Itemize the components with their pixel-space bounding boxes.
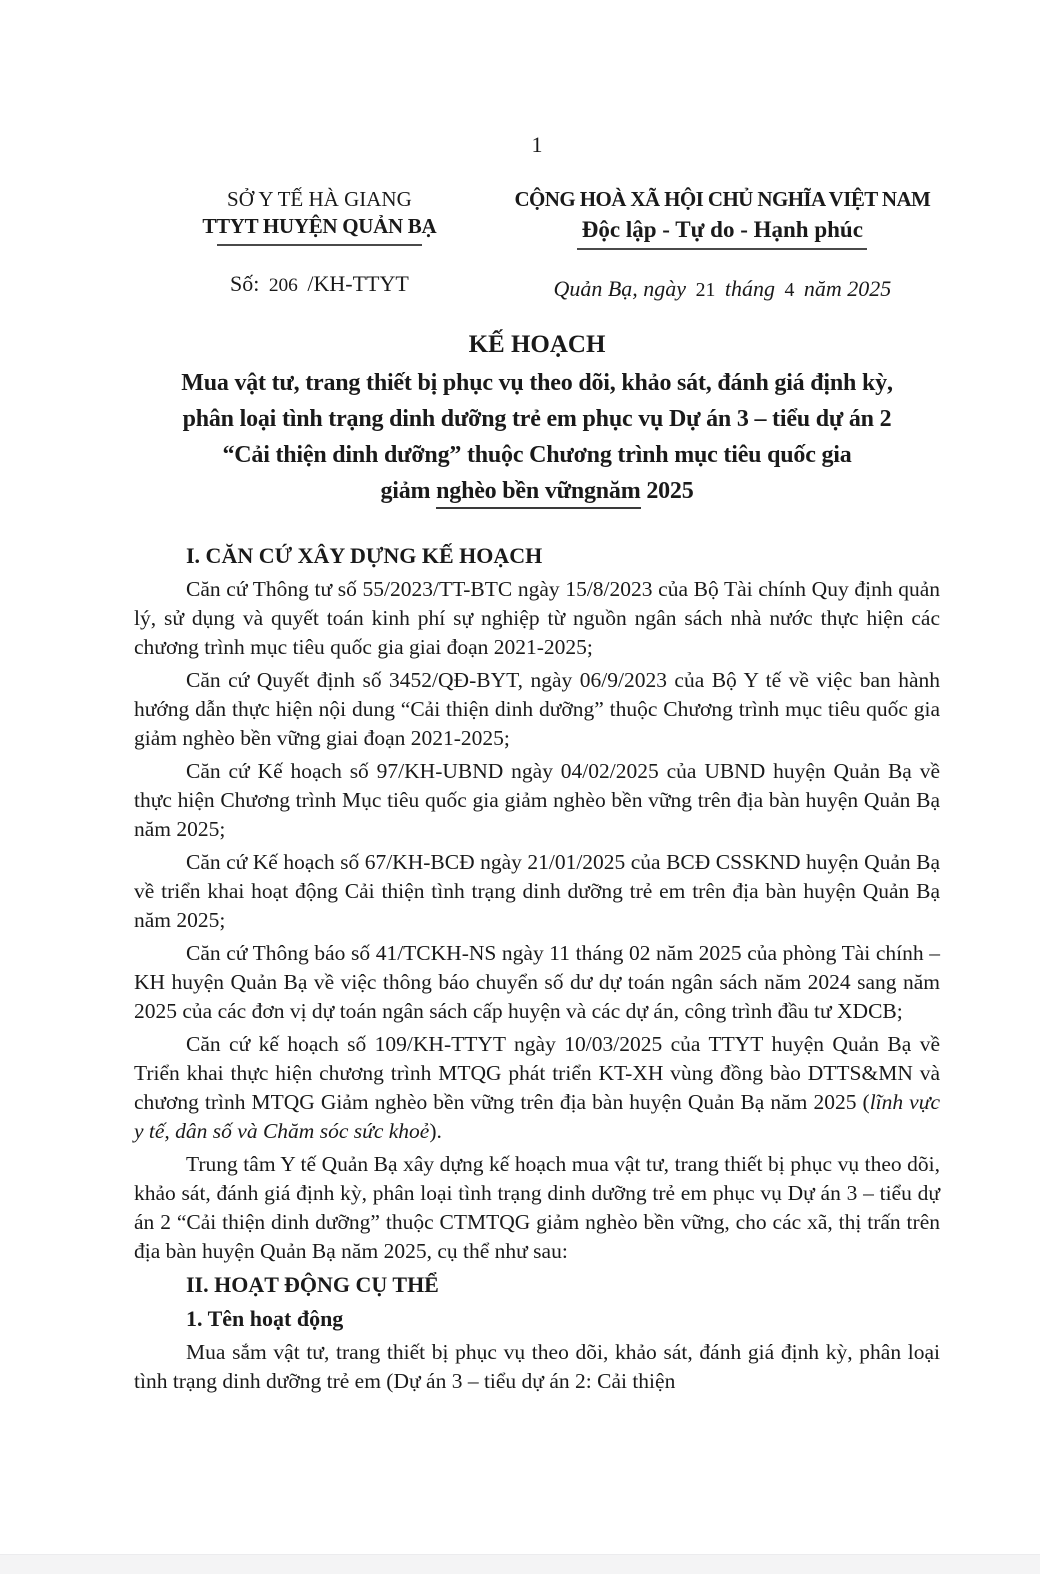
viewer-bottom-bar	[0, 1554, 1040, 1574]
org-name-underline	[217, 244, 422, 246]
national-title: CỘNG HOÀ XÃ HỘI CHỦ NGHĨA VIỆT NAM	[514, 187, 931, 211]
org-name: TTYT HUYỆN QUẢN BẠ	[202, 214, 437, 238]
paragraph-basis-5: Căn cứ Thông báo số 41/TCKH-NS ngày 11 tháng 02 năm 2025 của phòng Tài chính – KH huyện Quản Bạ về việc thông báo chuyển số dư dự toán ngân sách năm 2024 sang năm 2025 của các đơn vị dự toán ngân sách cấp huyện và các dự án, công trình đầu tư XDCB;	[134, 941, 940, 1023]
title-line-3: “Cải thiện dinh dưỡng” thuộc Chương trình mục tiêu quốc gia	[222, 442, 852, 468]
paragraph-basis-6-italic: lĩnh vực y tế, dân số và Chăm sóc sức khoẻ	[134, 1090, 940, 1143]
page-number: 1	[531, 132, 543, 157]
header-issuing-org	[134, 186, 505, 305]
paragraph-intro: Trung tâm Y tế Quản Bạ xây dựng kế hoạch mua vật tư, trang thiết bị phục vụ theo dõi, khảo sát, đánh giá định kỳ, phân loại tình trạng dinh dưỡng trẻ em phục vụ Dự án 3 – tiểu dự án 2 “Cải thiện dinh dưỡng” thuộc CTMTQG giảm nghèo bền vững, cho các xã, thị trấn trên địa bàn huyện Quản Bạ năm 2025, cụ thể như sau:	[134, 1152, 940, 1263]
doc-number-label: Số:	[229, 271, 265, 296]
title-line-2: phân loại tình trạng dinh dưỡng trẻ em phục vụ Dự án 3 – tiểu dự án 2	[182, 406, 892, 432]
title-line-4	[134, 473, 940, 509]
paragraph-basis-6-text: Căn cứ kế hoạch số 109/KH-TTYT ngày 10/03/2025 của TTYT huyện Quản Bạ về Triển khai thực hiện chương trình MTQG phát triển KT-XH vùng đồng bào DTTS&MN và chương trình MTQG Giảm nghèo bền vững trên địa bàn huyện Quản Bạ năm 2025 (	[134, 1032, 940, 1114]
document-title-block	[134, 329, 940, 509]
place-date-line	[505, 274, 940, 305]
document-header	[134, 186, 940, 305]
paragraph-basis-6	[134, 1030, 940, 1146]
title-line-4-pre: giảm	[380, 478, 437, 504]
paragraph-activity: Mua sắm vật tư, trang thiết bị phục vụ theo dõi, khảo sát, đánh giá định kỳ, phân loại tình trạng dinh dưỡng trẻ em (Dự án 3 – tiểu dự án 2: Cải thiện	[134, 1340, 940, 1393]
document-number	[134, 270, 505, 300]
doc-number-suffix: /KH-TTYT	[301, 271, 409, 296]
paragraph-basis-6-close: ).	[429, 1119, 442, 1143]
org-parent-name: SỞ Y TẾ HÀ GIANG	[227, 187, 412, 211]
page-content	[134, 0, 940, 1400]
date-month: 4	[784, 279, 795, 301]
title-line-4-post: 2025	[640, 478, 694, 504]
paragraph-basis-1: Căn cứ Thông tư số 55/2023/TT-BTC ngày 15/8/2023 của Bộ Tài chính Quy định quản lý, sử dụng và quyết toán kinh phí sự nghiệp từ nguồn ngân sách nhà nước thực hiện các chương trình mục tiêu quốc gia giai đoạn 2021-2025;	[134, 577, 940, 659]
paragraph-basis-3: Căn cứ Kế hoạch số 97/KH-UBND ngày 04/02/2025 của UBND huyện Quản Bạ về thực hiện Chương trình Mục tiêu quốc gia giảm nghèo bền vững trên địa bàn huyện Quản Bạ năm 2025;	[134, 759, 940, 841]
section-ii-heading: II. HOẠT ĐỘNG CỤ THỂ	[186, 1272, 439, 1297]
doc-number-value: 206	[268, 275, 298, 296]
paragraph-basis-2: Căn cứ Quyết định số 3452/QĐ-BYT, ngày 06/9/2023 của Bộ Y tế về việc ban hành hướng dẫn thực hiện nội dung “Cải thiện dinh dưỡng” thuộc Chương trình mục tiêu quốc gia giảm nghèo bền vững giai đoạn 2021-2025;	[134, 668, 940, 750]
date-day: 21	[695, 279, 716, 301]
paragraph-basis-4: Căn cứ Kế hoạch số 67/KH-BCĐ ngày 21/01/2025 của BCĐ CSSKND huyện Quản Bạ về triển khai hoạt động Cải thiện tình trạng dinh dưỡng trẻ em trên địa bàn huyện Quản Bạ năm 2025;	[134, 850, 940, 932]
section-ii-item-1-heading: 1. Tên hoạt động	[186, 1306, 344, 1331]
date-suffix: năm 2025	[798, 276, 892, 301]
title-line-1: Mua vật tư, trang thiết bị phục vụ theo dõi, khảo sát, đánh giá định kỳ,	[181, 370, 893, 396]
header-national	[505, 186, 940, 305]
date-prefix: Quản Bạ, ngày	[553, 276, 692, 301]
national-motto: Độc lập - Tự do - Hạnh phúc	[581, 217, 863, 242]
document-type-title: KẾ HOẠCH	[468, 331, 606, 358]
title-line-4-underlined: nghèo bền vữngnăm	[436, 478, 640, 509]
date-between: tháng	[719, 276, 781, 301]
motto-underline	[577, 248, 867, 250]
section-i-heading: I. CĂN CỨ XÂY DỰNG KẾ HOẠCH	[186, 543, 543, 568]
